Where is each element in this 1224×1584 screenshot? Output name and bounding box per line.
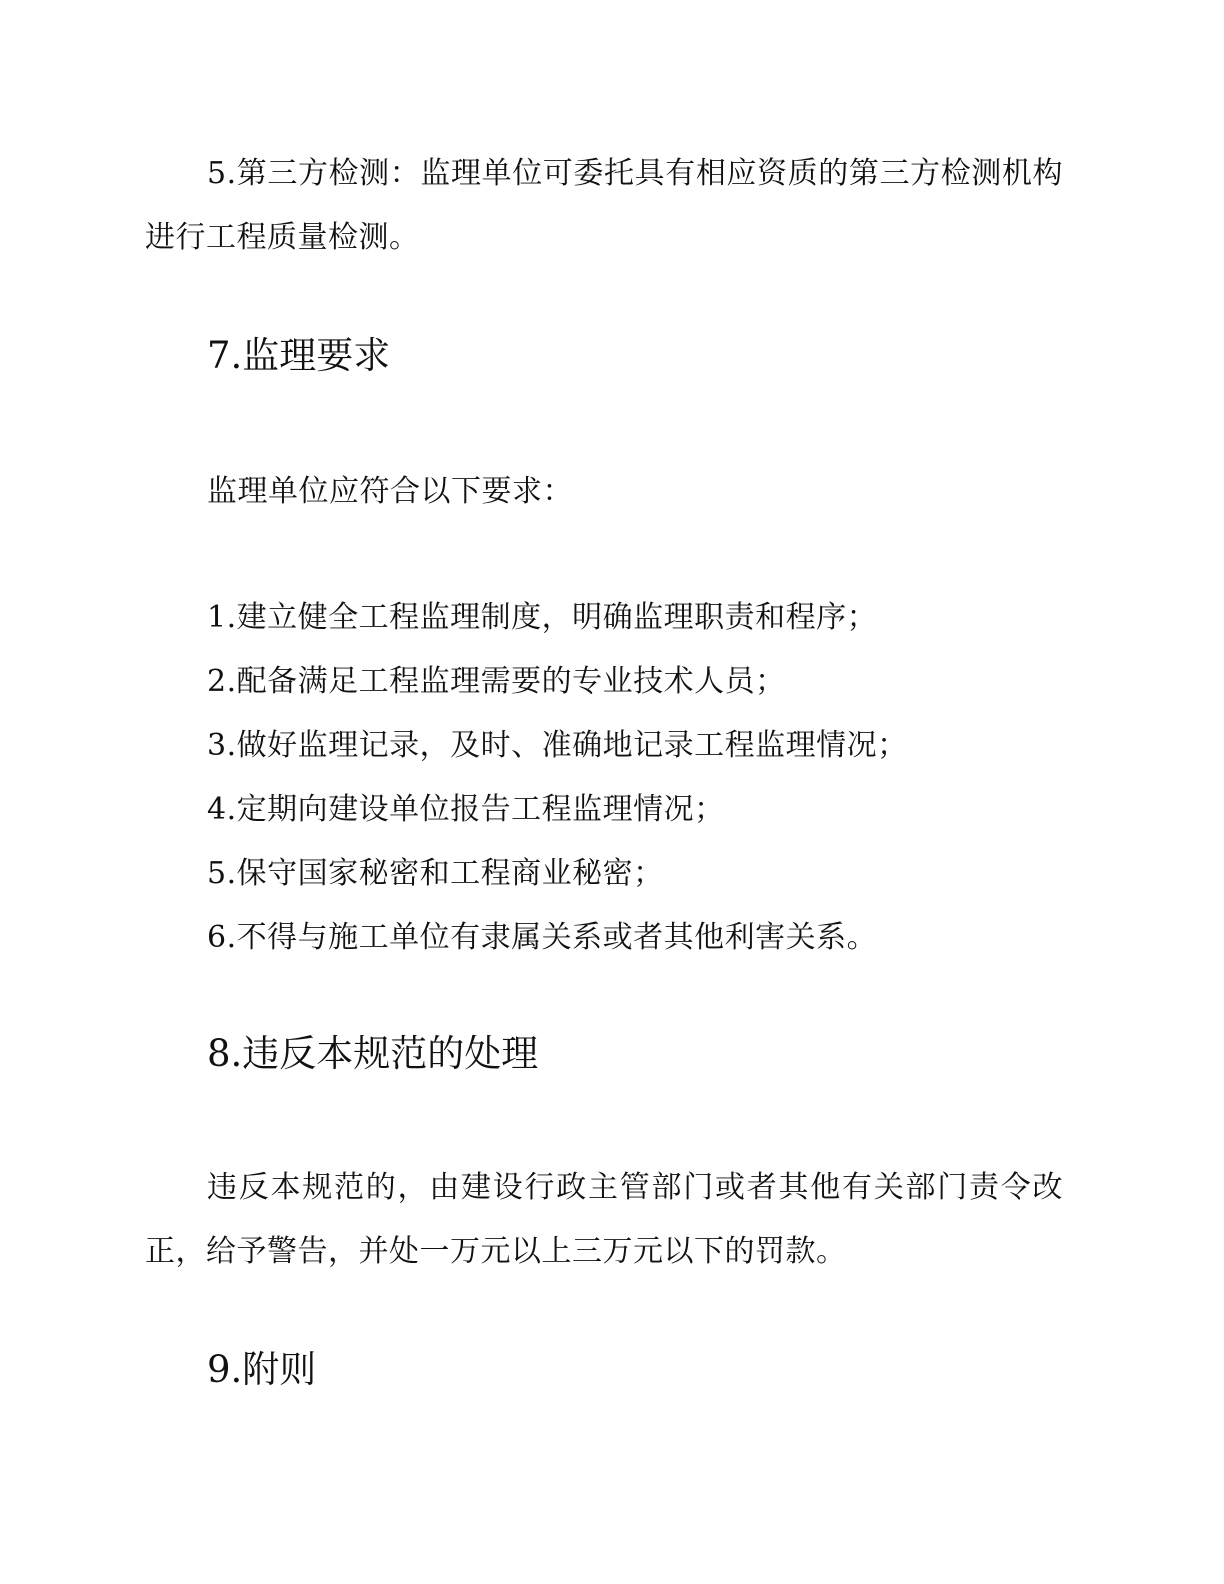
third-party-inspection-paragraph: 5.第三方检测：监理单位可委托具有相应资质的第三方检测机构进行工程质量检测。 (145, 156, 1063, 255)
section-heading-supervision-requirements: 7.监理要求 (207, 334, 391, 377)
section-heading-supplementary-provisions: 9.附则 (207, 1348, 317, 1391)
requirement-item-6: 6.不得与施工单位有隶属关系或者其他利害关系。 (207, 920, 878, 955)
requirement-item-2: 2.配备满足工程监理需要的专业技术人员； (207, 664, 786, 699)
requirement-item-3: 3.做好监理记录，及时、准确地记录工程监理情况； (207, 728, 908, 763)
section-heading-violation-handling: 8.违反本规范的处理 (207, 1032, 539, 1075)
requirements-intro: 监理单位应符合以下要求： (207, 474, 573, 509)
requirement-item-4: 4.定期向建设单位报告工程监理情况； (207, 792, 725, 827)
requirement-item-5: 5.保守国家秘密和工程商业秘密； (207, 856, 664, 891)
requirement-item-1: 1.建立健全工程监理制度，明确监理职责和程序； (207, 600, 878, 635)
violation-paragraph: 违反本规范的，由建设行政主管部门或者其他有关部门责令改正，给予警告，并处一万元以上三万元以下的罚款。 (145, 1170, 1063, 1269)
